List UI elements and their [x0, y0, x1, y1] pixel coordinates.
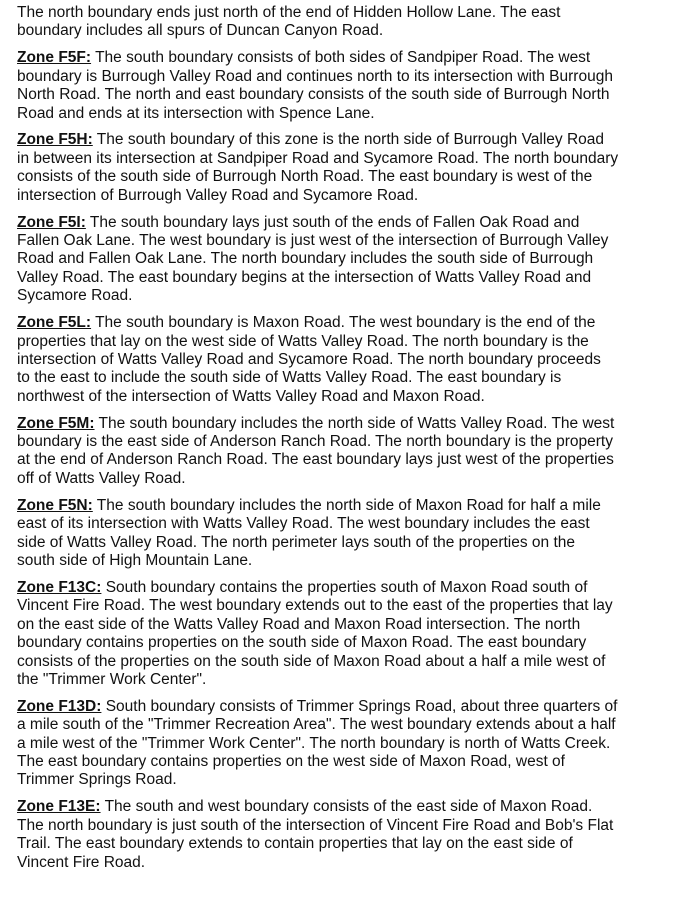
zone-description: The south boundary of this zone is the north side of Burrough Valley Road in between its intersection at Sandpiper Road and Sycamore Road. The north boundary consists of the south side of Burrough North Road. The east boundary is west of the intersection of Burrough Valley Road and Sycamore Road.: [17, 131, 619, 204]
zone-paragraph-f5m: [17, 415, 653, 489]
zone-paragraph-f5n: [17, 497, 653, 571]
zone-description: The south boundary consists of both sides of Sandpiper Road. The west boundary is Burrough Valley Road and continues north to its intersection with Burrough North Road. The north and east boundary consists of the south side of Burrough North Road and ends at its intersection with Spence Lane.: [17, 49, 613, 122]
zone-description: The south boundary lays just south of the ends of Fallen Oak Road and Fallen Oak Lane. The west boundary is just west of the intersection of Burrough Valley Road and Fallen Oak Lane. The north boundary includes the south side of Burrough Valley Road. The east boundary begins at the intersection of Watts Valley Road and Sycamore Road.: [17, 213, 609, 305]
zone-label: Zone F13C:: [17, 578, 102, 596]
zone-label: Zone F13E:: [17, 798, 101, 816]
intro-paragraph: The north boundary ends just north of the end of Hidden Hollow Lane. The east boundary includes all spurs of Duncan Canyon Road.: [17, 4, 561, 40]
zone-description: South boundary contains the properties south of Maxon Road south of Vincent Fire Road. The west boundary extends out to the east of the properties that lay on the east side of the Watts Valley Road and Maxon Road intersection. The north boundary contains properties on the south side of Maxon Road. The east boundary consists of the properties on the south side of Maxon Road about a half a mile west of the "Trimmer Work Center".: [17, 578, 613, 688]
zone-label: Zone F5F:: [17, 49, 92, 67]
zone-description: The south boundary includes the north side of Watts Valley Road. The west boundary is the east side of Anderson Ranch Road. The north boundary is the property at the end of Anderson Ranch Road. The east boundary lays just west of the properties off of Watts Valley Road.: [17, 414, 615, 487]
zone-label: Zone F5M:: [17, 414, 95, 432]
zone-label: Zone F5L:: [17, 314, 92, 332]
zone-paragraph-f5f: [17, 49, 653, 123]
zone-paragraph-f13d: [17, 698, 653, 790]
zone-paragraph-f13e: [17, 798, 653, 872]
zone-paragraph-f5h: [17, 131, 653, 205]
zone-paragraph-f13c: [17, 579, 653, 689]
zone-description: The south and west boundary consists of the east side of Maxon Road. The north boundary is just south of the intersection of Vincent Fire Road and Bob's Flat Trail. The east boundary extends to contain properties that lay on the east side of Vincent Fire Road.: [17, 798, 614, 871]
zone-paragraph-f5i: [17, 214, 653, 306]
zone-label: Zone F5H:: [17, 131, 93, 149]
zone-label: Zone F5I:: [17, 213, 86, 231]
zone-description: The south boundary includes the north side of Maxon Road for half a mile east of its intersection with Watts Valley Road. The west boundary includes the east side of Watts Valley Road. The north perimeter lays south of the properties on the south side of High Mountain Lane.: [17, 496, 601, 569]
zone-label: Zone F5N:: [17, 496, 93, 514]
zone-description: South boundary consists of Trimmer Springs Road, about three quarters of a mile south of the "Trimmer Recreation Area". The west boundary extends about a half a mile west of the "Trimmer Work Center". The north boundary is north of Watts Creek. The east boundary contains properties on the west side of Maxon Road, west of Trimmer Springs Road.: [17, 697, 618, 789]
zone-paragraph-f5l: [17, 314, 653, 406]
zone-description: The south boundary is Maxon Road. The west boundary is the end of the properties that lay on the west side of Watts Valley Road. The north boundary is the intersection of Watts Valley Road and Sycamore Road. The north boundary proceeds to the east to include the south side of Watts Valley Road. The east boundary is northwest of the intersection of Watts Valley Road and Maxon Road.: [17, 314, 601, 405]
document-page: [17, 4, 653, 880]
zone-label: Zone F13D:: [17, 697, 102, 715]
